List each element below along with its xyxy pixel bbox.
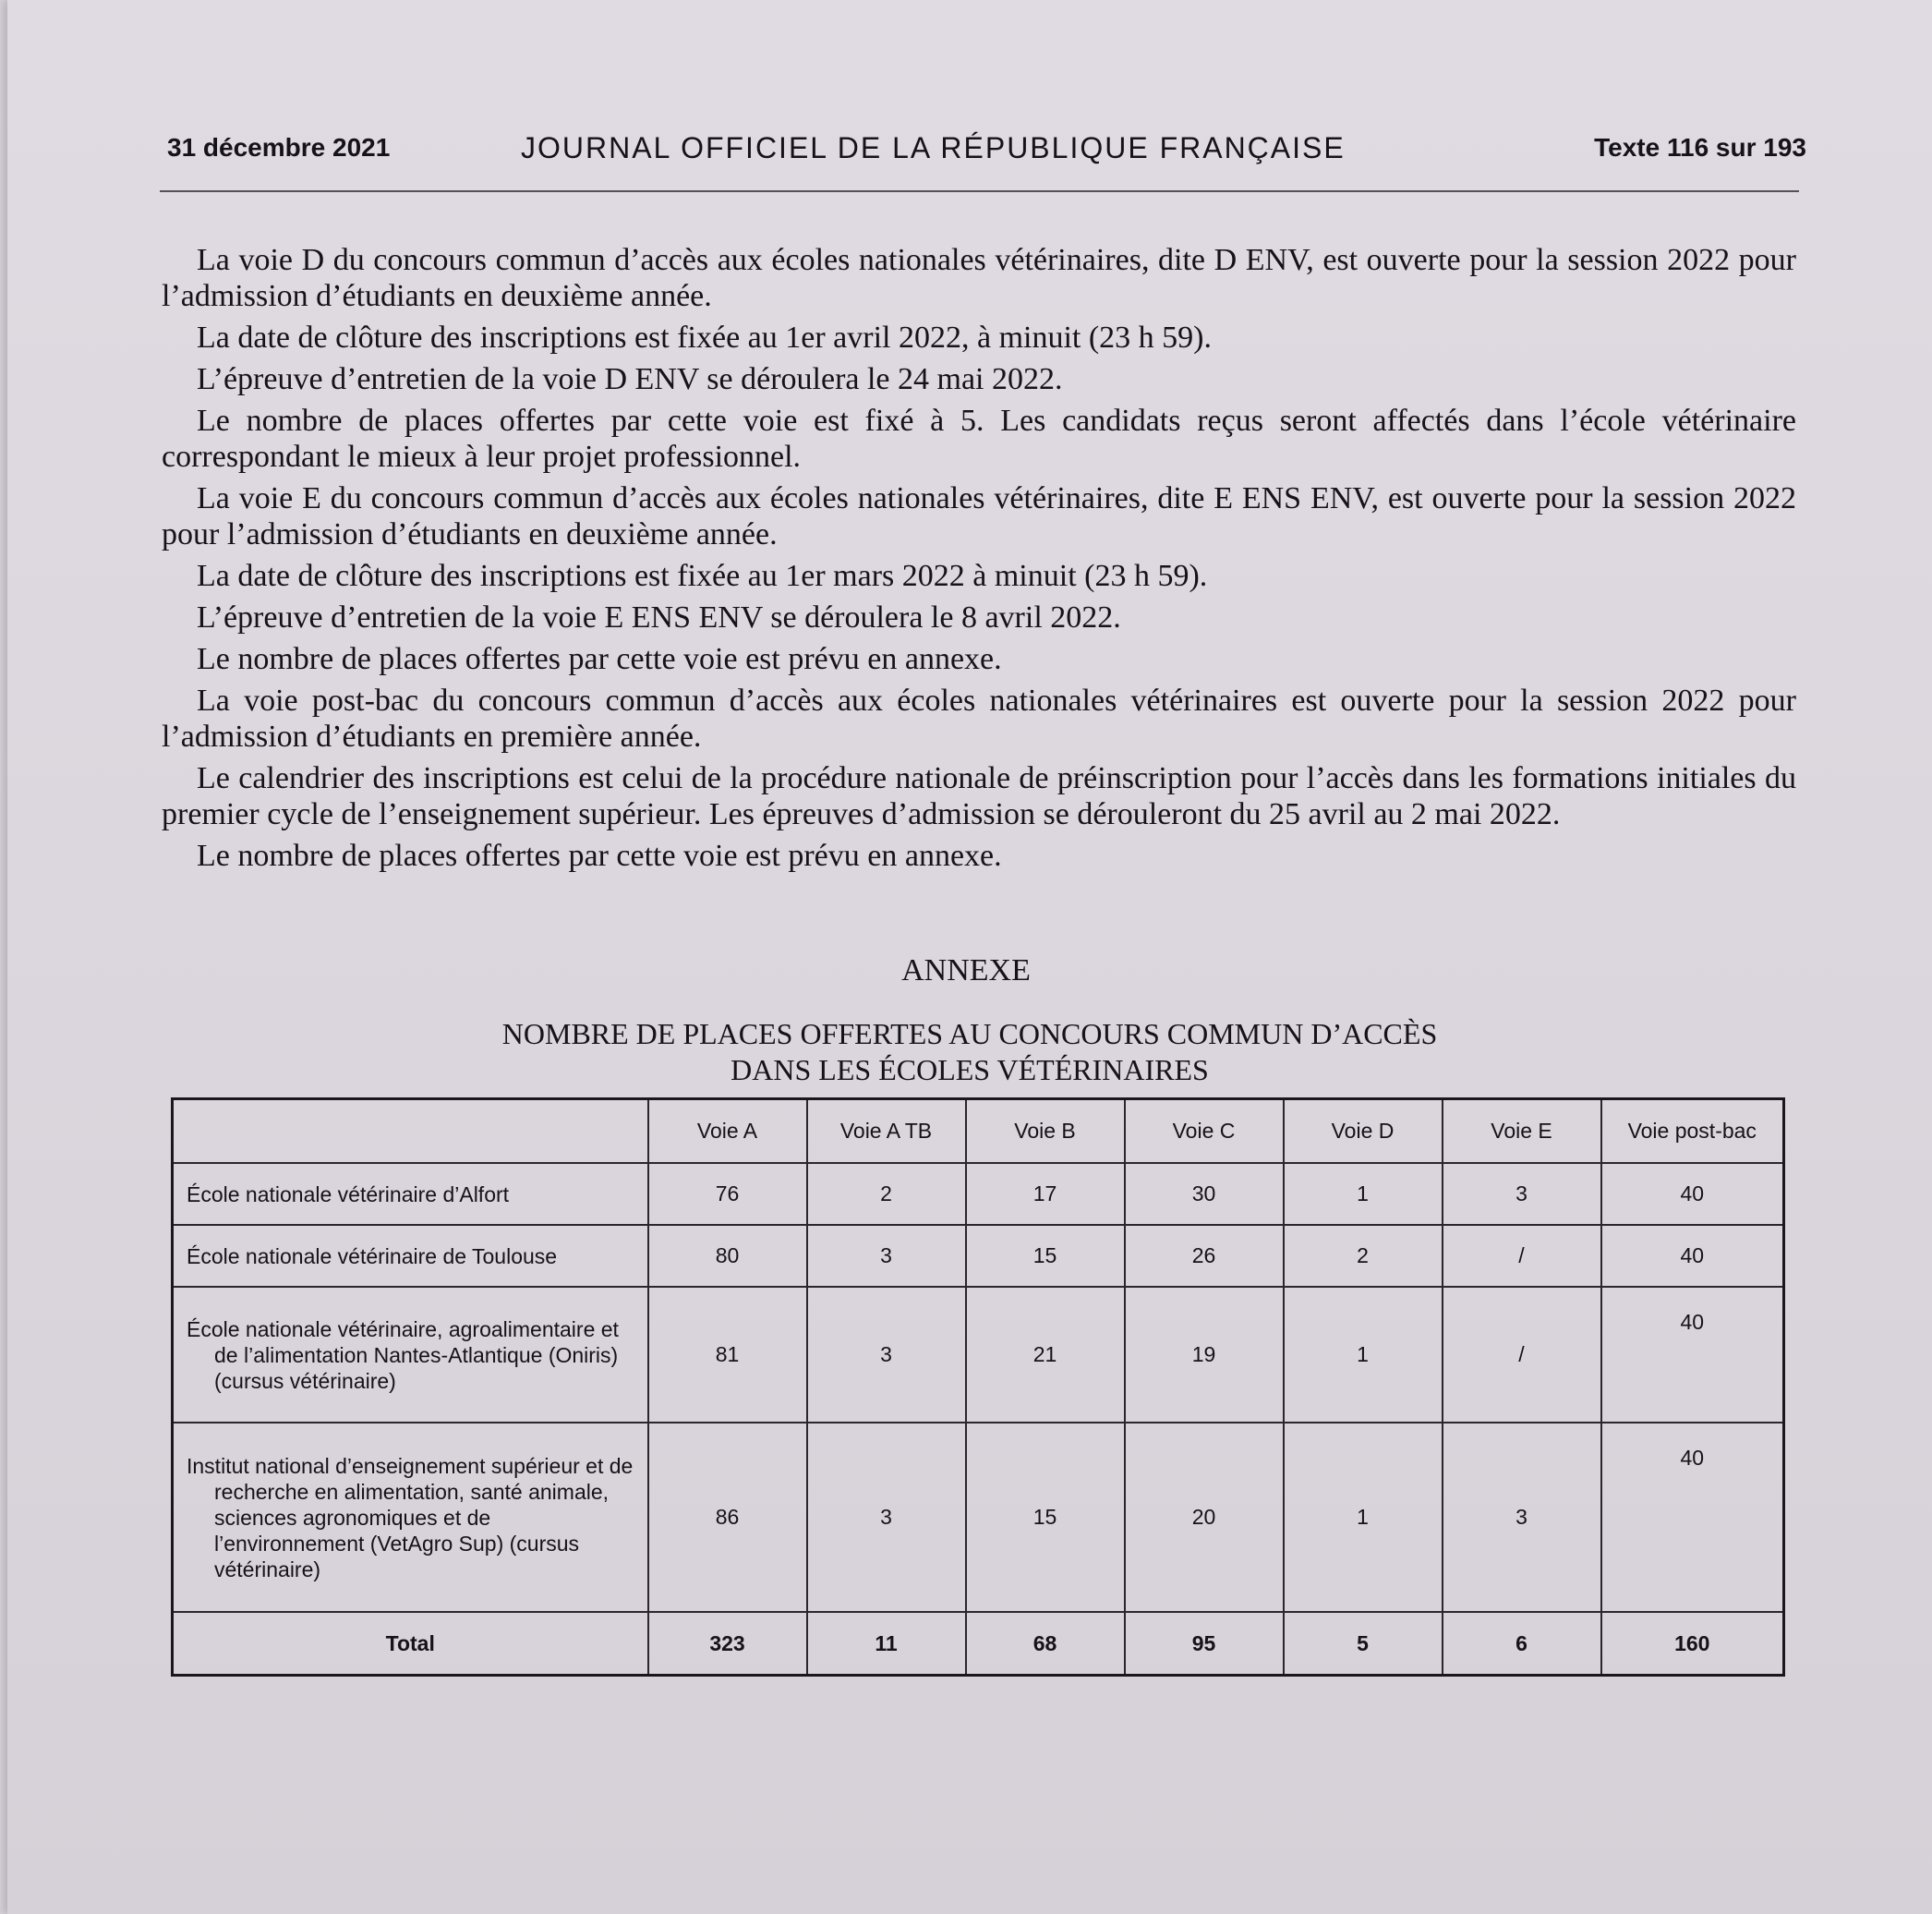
value-cell: 3 — [1443, 1163, 1601, 1225]
paragraph: La voie E du concours commun d’accès aux écoles nationales vétérinaires, dite E ENS ENV, est ouverte pour la session 2022 pour l’admission d’étudiants en deuxième année. — [162, 481, 1796, 551]
journal-header — [167, 127, 1806, 168]
header-divider — [160, 190, 1799, 192]
table-title-line: DANS LES ÉCOLES VÉTÉRINAIRES — [731, 1053, 1209, 1086]
annexe-heading: ANNEXE — [901, 953, 1031, 987]
column-header: Voie post-bac — [1601, 1099, 1784, 1164]
value-cell: 3 — [807, 1287, 966, 1423]
value-cell: 15 — [966, 1423, 1125, 1612]
column-header: Voie E — [1443, 1099, 1601, 1164]
school-name: Institut national d’enseignement supérieur et de recherche en alimentation, santé animale, sciences agronomiques et de l’environnement (VetAgro Sup) (cursus vétérinaire) — [187, 1453, 634, 1581]
value-cell: 26 — [1125, 1225, 1284, 1287]
value-cell: 1 — [1284, 1423, 1443, 1612]
paragraph: L’épreuve d’entretien de la voie E ENS ENV se déroulera le 8 avril 2022. — [197, 600, 1121, 635]
total-cell: 160 — [1601, 1612, 1784, 1676]
school-name-cell — [173, 1163, 648, 1225]
column-header: Voie B — [966, 1099, 1125, 1164]
column-header: Voie D — [1284, 1099, 1443, 1164]
column-header: Voie A — [648, 1099, 807, 1164]
value-cell: 86 — [648, 1423, 807, 1612]
column-header — [173, 1099, 648, 1164]
school-name-cell — [173, 1287, 648, 1423]
value-cell: 21 — [966, 1287, 1125, 1423]
value-cell: 15 — [966, 1225, 1125, 1287]
value-cell: 80 — [648, 1225, 807, 1287]
value-cell: 19 — [1125, 1287, 1284, 1423]
paragraph: L’épreuve d’entretien de la voie D ENV se déroulera le 24 mai 2022. — [197, 362, 1063, 396]
paragraph: La voie D du concours commun d’accès aux écoles nationales vétérinaires, dite D ENV, est ouverte pour la session 2022 pour l’admission d’étudiants en deuxième année. — [162, 243, 1796, 313]
table-row — [173, 1423, 1784, 1612]
paragraph: La date de clôture des inscriptions est fixée au 1er mars 2022 à minuit (23 h 59). — [197, 559, 1208, 593]
school-name: École nationale vétérinaire de Toulouse — [187, 1243, 558, 1268]
value-cell: 17 — [966, 1163, 1125, 1225]
value-cell: 2 — [807, 1163, 966, 1225]
table-row — [173, 1225, 1784, 1287]
total-cell: 95 — [1125, 1612, 1284, 1676]
header-title: JOURNAL OFFICIEL DE LA RÉPUBLIQUE FRANÇAISE — [521, 131, 1346, 164]
table-header-row — [173, 1099, 1784, 1164]
paragraph: Le nombre de places offertes par cette voie est prévu en annexe. — [197, 642, 1002, 676]
column-header: Voie C — [1125, 1099, 1284, 1164]
value-cell: 76 — [648, 1163, 807, 1225]
school-name: École nationale vétérinaire, agroalimentaire et de l’alimentation Nantes-Atlantique (Oniris) (cursus vétérinaire) — [187, 1316, 619, 1393]
paragraph: La voie post-bac du concours commun d’accès aux écoles nationales vétérinaires est ouverte pour la session 2022 pour l’admission d’étudiants en première année. — [162, 684, 1796, 754]
table-row — [173, 1163, 1784, 1225]
value-cell: 1 — [1284, 1163, 1443, 1225]
value-cell: 20 — [1125, 1423, 1284, 1612]
total-cell: 68 — [966, 1612, 1125, 1676]
total-cell: 6 — [1443, 1612, 1601, 1676]
table-row — [173, 1287, 1784, 1423]
places-table — [171, 1097, 1785, 1677]
paragraph: Le calendrier des inscriptions est celui de la procédure nationale de préinscription pour l’accès dans les formations initiales du premier cycle de l’enseignement supérieur. Les épreuves d’admission se dérouleront du 25 avril au 2 mai 2022. — [162, 761, 1796, 831]
paragraph: Le nombre de places offertes par cette voie est prévu en annexe. — [197, 839, 1002, 873]
value-cell: 40 — [1601, 1163, 1784, 1225]
value-cell: / — [1443, 1225, 1601, 1287]
value-cell: 40 — [1601, 1423, 1784, 1612]
header-text-reference: Texte 116 sur 193 — [1594, 133, 1806, 162]
body-text — [162, 242, 1796, 879]
value-cell: 81 — [648, 1287, 807, 1423]
paragraph: Le nombre de places offertes par cette voie est fixé à 5. Les candidats reçus seront affectés dans l’école vétérinaire correspondant le mieux à leur projet professionnel. — [162, 404, 1796, 474]
value-cell: 40 — [1601, 1287, 1784, 1423]
table-total-row — [173, 1612, 1784, 1676]
total-label: Total — [173, 1612, 648, 1676]
total-cell: 323 — [648, 1612, 807, 1676]
value-cell: 2 — [1284, 1225, 1443, 1287]
total-cell: 11 — [807, 1612, 966, 1676]
school-name-cell — [173, 1225, 648, 1287]
value-cell: 40 — [1601, 1225, 1784, 1287]
table-title — [0, 1016, 1932, 1088]
value-cell: 3 — [807, 1225, 966, 1287]
total-cell: 5 — [1284, 1612, 1443, 1676]
value-cell: 3 — [807, 1423, 966, 1612]
school-name: École nationale vétérinaire d’Alfort — [187, 1181, 510, 1206]
school-name-cell — [173, 1423, 648, 1612]
value-cell: 1 — [1284, 1287, 1443, 1423]
paragraph: La date de clôture des inscriptions est fixée au 1er avril 2022, à minuit (23 h 59). — [197, 321, 1213, 355]
header-date: 31 décembre 2021 — [167, 133, 391, 162]
table-title-line: NOMBRE DE PLACES OFFERTES AU CONCOURS COMMUN D’ACCÈS — [501, 1017, 1438, 1050]
value-cell: 3 — [1443, 1423, 1601, 1612]
column-header: Voie A TB — [807, 1099, 966, 1164]
value-cell: 30 — [1125, 1163, 1284, 1225]
value-cell: / — [1443, 1287, 1601, 1423]
